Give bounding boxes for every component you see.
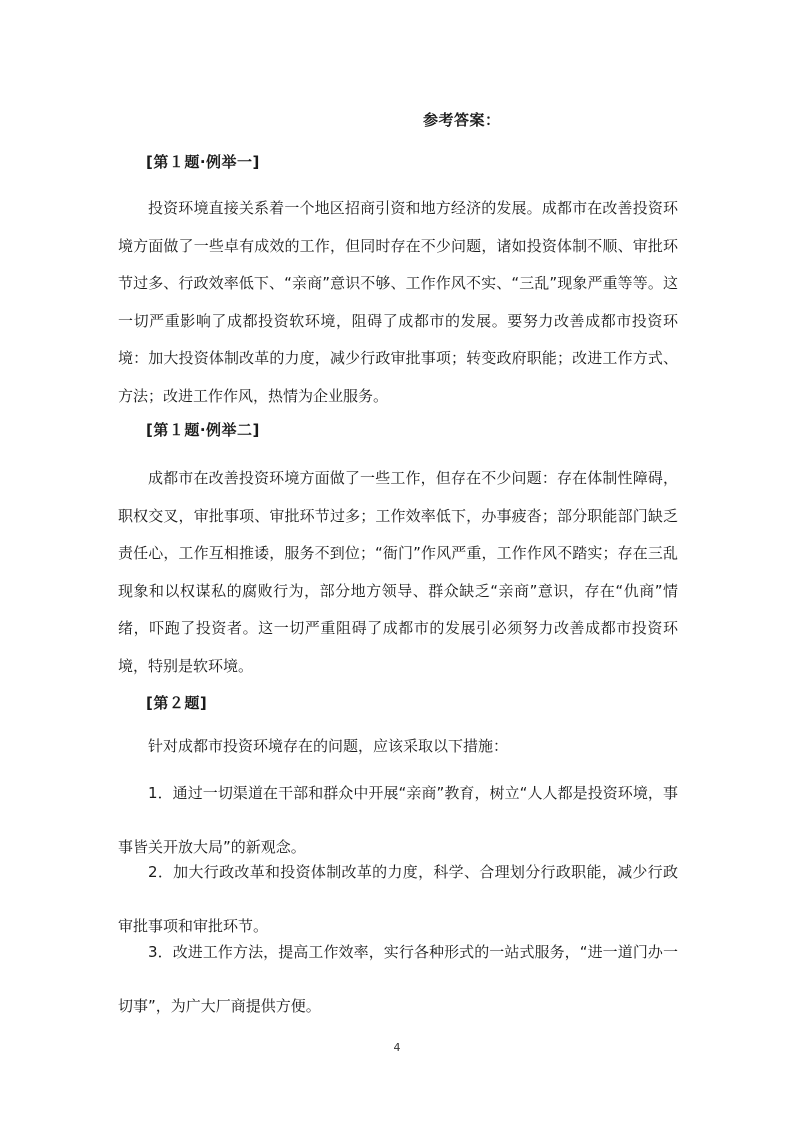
- section-paragraph-q1-example2: 成都市在改善投资环境方面做了一些工作，但存在不少问题：存在体制性障碍，职权交叉，审批事项、审批环节过多；工作效率低下，办事疲沓；部分职能部门缺乏责任心，工作互相推诿，服务不到位；“衙门”作风严重，工作作风不踏实；存在三乱现象和以权谋私的腐败行为，部分地方领导、群众缺乏“亲商”意识，存在“仇商”情绪，吓跑了投资者。这一切严重阻碍了成都市的发展引必须努力改善成都市投资环境，特别是软环境。: [118, 469, 678, 675]
- list-item: 3．改进工作方法，提高工作效率，实行各种形式的一站式服务，“进一道门办一切事”，为广大厂商提供方便。: [118, 943, 678, 1015]
- section-heading-q1-example2: [第１题·例举二]: [146, 421, 260, 439]
- section-intro-q2: 针对成都市投资环境存在的问题，应该采取以下措施：: [148, 737, 509, 755]
- list-item: 2．加大行政改革和投资体制改革的力度，科学、合理划分行政职能，减少行政审批事项和审批环节。: [118, 863, 678, 935]
- section-heading-q2: [第２题]: [146, 694, 208, 712]
- list-item: 1．通过一切渠道在干部和群众中开展“亲商”教育，树立“人人都是投资环境，事事皆关开放大局”的新观念。: [118, 784, 678, 856]
- section-heading-q1-example1: [第１题·例举一]: [146, 153, 260, 171]
- section-paragraph-q1-example1: 投资环境直接关系着一个地区招商引资和地方经济的发展。成都市在改善投资环境方面做了一些卓有成效的工作，但同时存在不少问题，诸如投资体制不顺、审批环节过多、行政效率低下、“亲商”意识不够、工作作风不实、“三乱”现象严重等等。这一切严重影响了成都投资软环境，阻碍了成都市的发展。要努力改善成都市投资环境：加大投资体制改革的力度，减少行政审批事项；转变政府职能；改进工作方式、方法；改进工作作风，热情为企业服务。: [118, 199, 678, 405]
- page-number: 4: [393, 1041, 401, 1054]
- page-title: 参考答案：: [423, 111, 501, 129]
